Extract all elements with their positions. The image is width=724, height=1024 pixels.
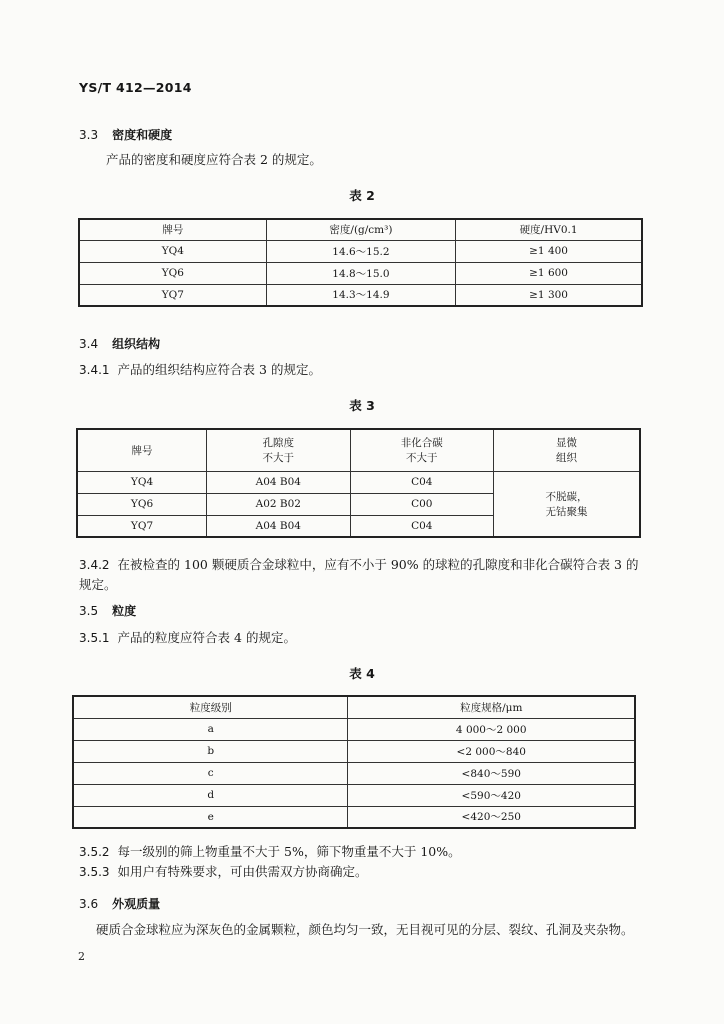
table-row [77, 471, 640, 493]
table-cell: C00 [350, 493, 493, 515]
table-row [73, 740, 635, 762]
table-cell: A04 B04 [207, 515, 350, 537]
table-header-cell: 孔隙度 不大于 [207, 429, 350, 471]
page-number: 2 [78, 950, 85, 963]
section-3-4-2-text: 3.4.2 在被检查的 100 颗硬质合金球粒中，应有不小于 90% 的球粒的孔隙度和非化合碳符合表 3 的 规定。 [79, 557, 639, 592]
table-cell: YQ7 [79, 284, 266, 306]
table-cell: <2 000～840 [348, 740, 635, 762]
section-3-3-heading: 3.3 密度和硬度 [79, 128, 173, 142]
table-header-cell: 牌号 [79, 219, 266, 240]
table-cell: C04 [350, 515, 493, 537]
table-cell: ≥1 300 [456, 284, 642, 306]
table-cell: c [73, 762, 348, 784]
table-row [79, 240, 642, 262]
table-cell: e [73, 806, 348, 828]
table-header-cell: 粒度级别 [73, 696, 348, 718]
table-cell: 4 000～2 000 [348, 718, 635, 740]
table-cell: <840～590 [348, 762, 635, 784]
table-cell: YQ4 [77, 471, 207, 493]
table-header-cell: 硬度/HV0.1 [456, 219, 642, 240]
table-4-header-row [73, 696, 635, 718]
section-3-5-3-text: 3.5.3 如用户有特殊要求，可由供需双方协商确定。 [79, 864, 368, 879]
table-header-cell: 非化合碳 不大于 [350, 429, 493, 471]
table-row [73, 718, 635, 740]
table-cell: 14.8～15.0 [266, 262, 455, 284]
section-3-4-1-text: 3.4.1 产品的组织结构应符合表 3 的规定。 [79, 362, 321, 377]
section-3-5-1-text: 3.5.1 产品的粒度应符合表 4 的规定。 [79, 630, 296, 645]
table-cell: YQ6 [77, 493, 207, 515]
table-3-header-row [77, 429, 640, 471]
table-row [79, 262, 642, 284]
section-3-6-heading: 3.6 外观质量 [79, 897, 161, 911]
table-cell: 14.3～14.9 [266, 284, 455, 306]
document-code: YS/T 412—2014 [79, 80, 192, 95]
table-cell: YQ7 [77, 515, 207, 537]
table-row [73, 762, 635, 784]
table-row [73, 806, 635, 828]
table-cell: <590～420 [348, 784, 635, 806]
table-cell: C04 [350, 471, 493, 493]
table-header-cell: 显微 组织 [494, 429, 640, 471]
table-row [73, 784, 635, 806]
table-2 [78, 218, 643, 307]
table-header-cell: 密度/(g/cm³) [266, 219, 455, 240]
table-cell: 14.6～15.2 [266, 240, 455, 262]
table-header-cell: 牌号 [77, 429, 207, 471]
table-3-caption: 表 3 [349, 398, 375, 413]
table-cell: YQ4 [79, 240, 266, 262]
table-4-caption: 表 4 [349, 666, 375, 681]
table-cell: A04 B04 [207, 471, 350, 493]
table-cell-microstructure: 不脱碳， 无钴聚集 [494, 471, 640, 537]
table-cell: A02 B02 [207, 493, 350, 515]
table-cell: YQ6 [79, 262, 266, 284]
table-header-cell: 粒度规格/μm [348, 696, 635, 718]
table-2-caption: 表 2 [349, 188, 375, 203]
table-row [79, 284, 642, 306]
table-3 [76, 428, 641, 538]
section-3-6-text: 硬质合金球粒应为深灰色的金属颗粒，颜色均匀一致，无目视可见的分层、裂纹、孔洞及夹杂物。 [96, 922, 634, 937]
table-cell: d [73, 784, 348, 806]
table-cell: ≥1 400 [456, 240, 642, 262]
table-cell: a [73, 718, 348, 740]
table-cell: b [73, 740, 348, 762]
table-2-header-row [79, 219, 642, 240]
table-4 [72, 695, 636, 829]
table-cell: ≥1 600 [456, 262, 642, 284]
section-3-5-2-text: 3.5.2 每一级别的筛上物重量不大于 5%，筛下物重量不大于 10%。 [79, 844, 461, 859]
section-3-5-heading: 3.5 粒度 [79, 604, 137, 618]
table-cell: <420～250 [348, 806, 635, 828]
section-3-3-text: 产品的密度和硬度应符合表 2 的规定。 [106, 152, 322, 167]
section-3-4-heading: 3.4 组织结构 [79, 337, 161, 351]
